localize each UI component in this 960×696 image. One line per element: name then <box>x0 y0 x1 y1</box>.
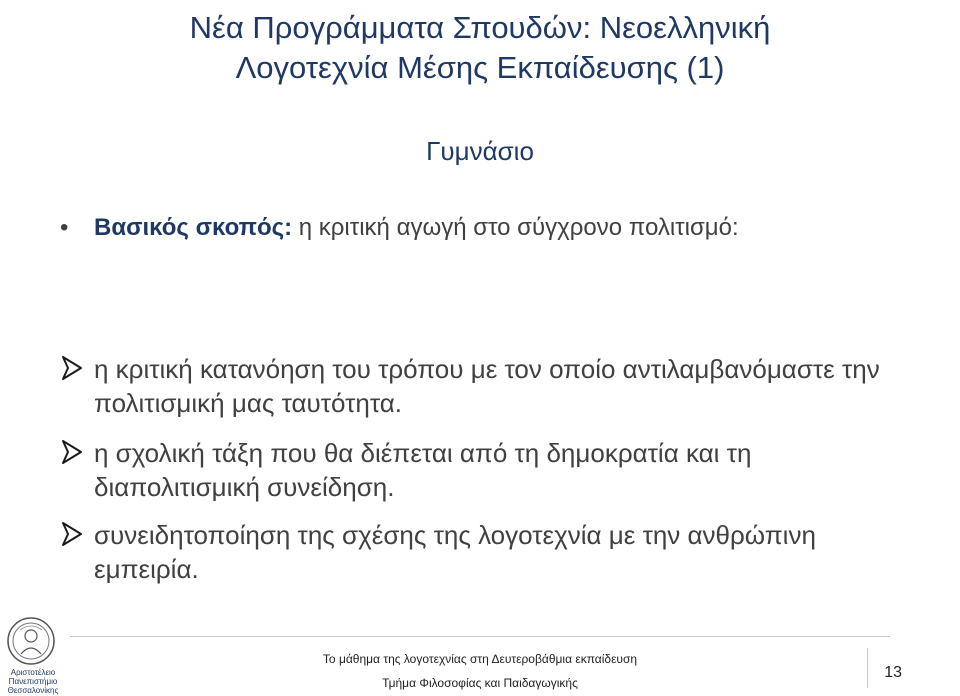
university-name: Αριστοτέλειο Πανεπιστήμιο Θεσσαλονίκης <box>7 668 59 695</box>
sub-bullet-3 <box>60 518 920 586</box>
arrow-bullet-icon <box>60 521 84 547</box>
arrow-bullet-icon <box>60 355 84 381</box>
footer-department: Τμήμα Φιλοσοφίας και Παιδαγωγικής <box>382 676 578 690</box>
sub-bullet-2 <box>60 436 920 504</box>
sub-bullet-text: η σχολική τάξη που θα διέπεται από τη δημοκρατία και τη διαπολιτισμική συνείδηση. <box>94 438 752 502</box>
page-number: 13 <box>884 664 902 681</box>
main-bullet-body: η κριτική αγωγή στο σύγχρονο πολιτισμό: <box>292 214 739 241</box>
title-line-2: Λογοτεχνία Μέσης Εκπαίδευσης (1) <box>235 50 725 85</box>
main-bullet-lead: Βασικός σκοπός: <box>94 214 293 241</box>
arrow-bullet-icon <box>60 439 84 465</box>
bullet-dot-icon: • <box>60 214 69 241</box>
university-seal-icon <box>6 616 56 666</box>
footer-course: Το μάθημα της λογοτεχνίας στη Δευτεροβάθμια εκπαίδευση <box>322 652 638 666</box>
slide-subtitle: Γυμνάσιο <box>426 136 534 166</box>
sub-bullet-text: συνειδητοποίηση της σχέσης της λογοτεχνία με την ανθρώπινη εμπειρία. <box>94 520 816 584</box>
footer-divider <box>70 636 890 637</box>
main-bullet <box>60 212 920 244</box>
slide-title <box>0 8 960 88</box>
title-line-1: Νέα Προγράμματα Σπουδών: Νεοελληνική <box>189 10 771 45</box>
sub-bullet-1 <box>60 352 920 420</box>
main-bullet-text <box>94 212 920 244</box>
sub-bullet-text: η κριτική κατανόηση του τρόπου με τον οποίο αντιλαμβανόμαστε την πολιτισμική μας ταυτότητα. <box>94 354 880 418</box>
